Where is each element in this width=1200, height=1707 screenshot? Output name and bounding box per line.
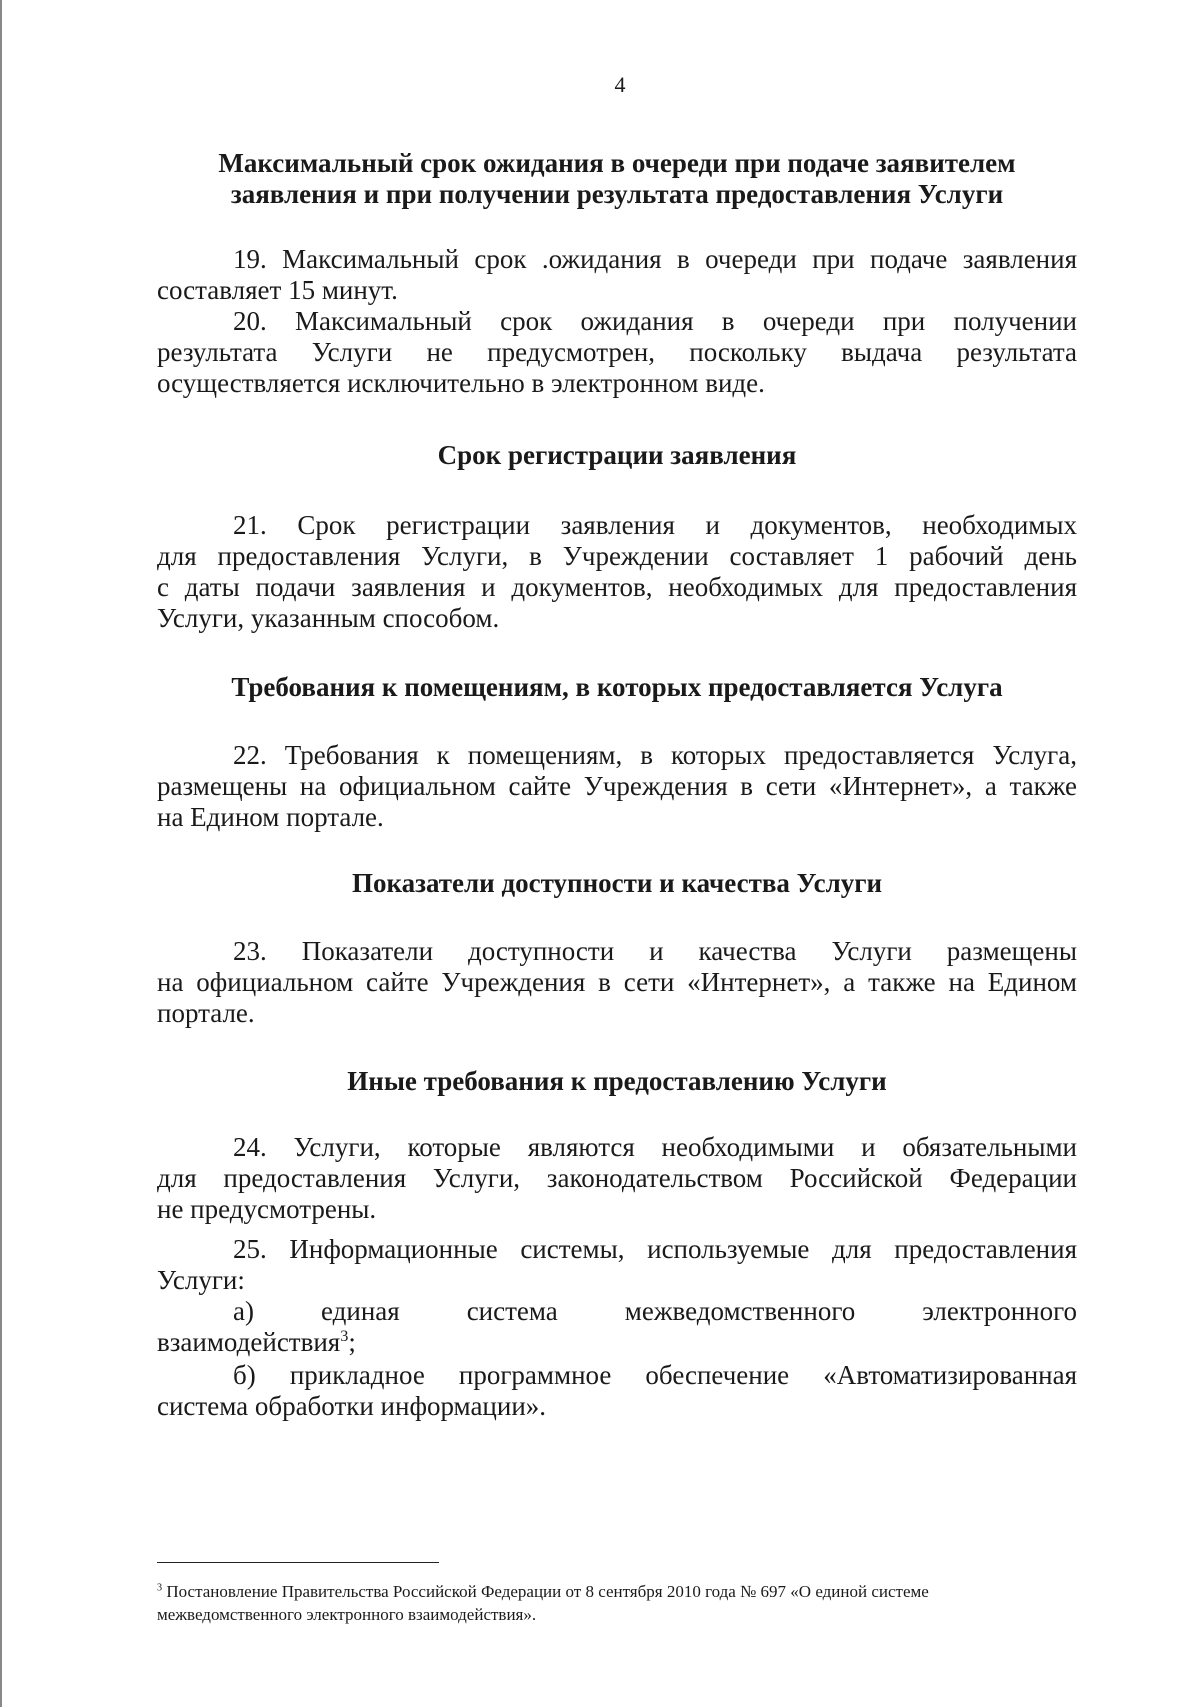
section-heading-other-requirements: Иные требования к предоставлению Услуги bbox=[347, 1066, 887, 1096]
paragraph-24: 24. Услуги, которые являются необходимыми и обязательными для предоставления Услуги, законодательством Российской Федерации не предусмотрены. bbox=[157, 1132, 1077, 1224]
paragraph-25: 25. Информационные системы, используемые для предоставления Услуги: bbox=[157, 1234, 1077, 1295]
page-number: 4 bbox=[614, 72, 626, 97]
footnote: $^3$ Постановление Правительства Российской Федерации от 8 сентября 2010 года № 697 «О единой системе межведомственного электронного взаимодействия». bbox=[157, 1582, 929, 1624]
section-heading-premises: Требования к помещениям, в которых предоставляется Услуга bbox=[231, 672, 1003, 702]
footnote-reference: 3 bbox=[340, 1327, 349, 1345]
paragraph-19: 19. Максимальный срок .ожидания в очереди при подаче заявления составляет 15 минут. bbox=[157, 244, 1077, 305]
footnote-divider bbox=[157, 1562, 439, 1563]
paragraph-25a: а) единая система межведомственного электронного взаимодействия$^3$; bbox=[157, 1296, 1077, 1357]
paragraph-22: 22. Требования к помещениям, в которых предоставляется Услуга, размещены на официальном сайте Учреждения в сети «Интернет», а также на Едином портале. bbox=[157, 740, 1077, 832]
footnote-mark: 3 bbox=[157, 1582, 163, 1594]
paragraph-23: 23. Показатели доступности и качества Услуги размещены на официальном сайте Учреждения в сети «Интернет», а также на Едином портале. bbox=[157, 936, 1077, 1028]
section-heading-accessibility: Показатели доступности и качества Услуги bbox=[351, 868, 883, 898]
paragraph-21: 21. Срок регистрации заявления и документов, необходимых для предоставления Услуги, в Учреждении составляет 1 рабочий день с даты подачи заявления и документов, необходимых для предоставления Услуги, указанным способом. bbox=[157, 510, 1077, 633]
section-heading-wait-time: Максимальный срок ожидания в очереди при подаче заявителем заявления и при получении результата предоставления Услуги bbox=[218, 148, 1016, 209]
paragraph-20: 20. Максимальный срок ожидания в очереди при получении результата Услуги не предусмотрен, поскольку выдача результата осуществляется исключительно в электронном виде. bbox=[157, 306, 1077, 398]
section-heading-registration: Срок регистрации заявления bbox=[437, 440, 797, 470]
paragraph-25b: б) прикладное программное обеспечение «Автоматизированная система обработки информации». bbox=[157, 1360, 1077, 1421]
scan-edge-mark bbox=[0, 0, 2, 1707]
